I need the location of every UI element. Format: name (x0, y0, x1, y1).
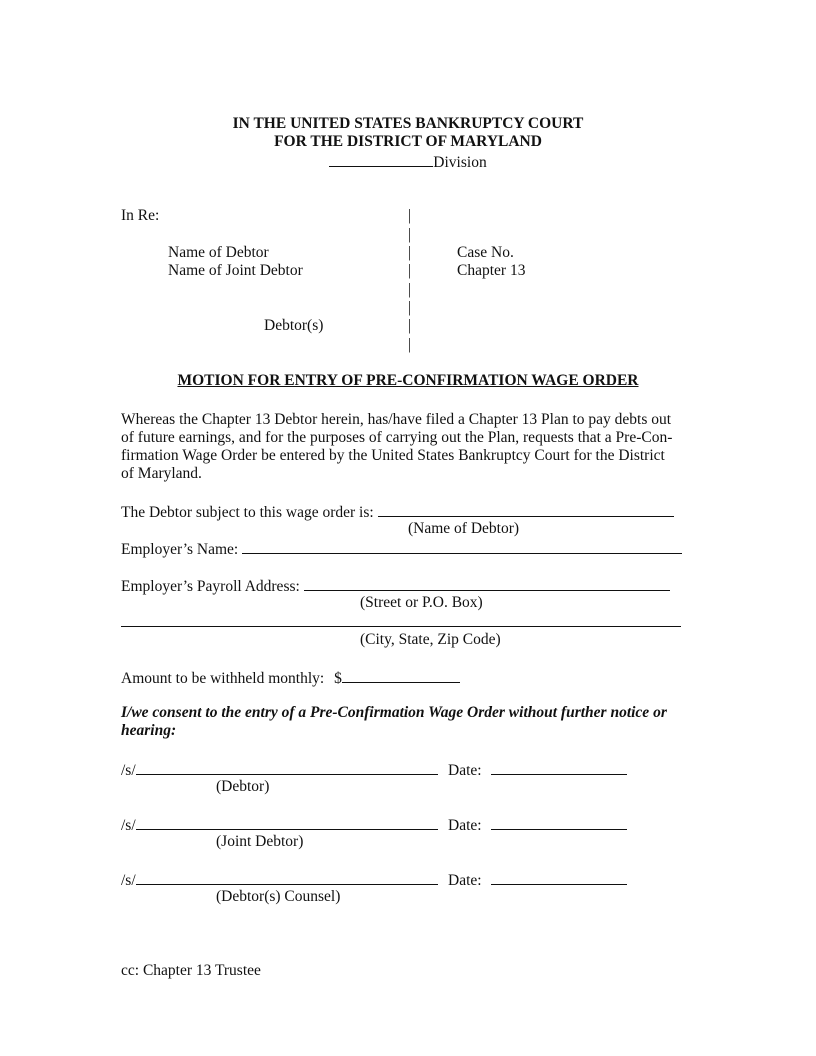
paragraph-line: of Maryland. (121, 465, 202, 482)
date-label: Date: (448, 762, 482, 779)
city-caption: (City, State, Zip Code) (360, 631, 501, 648)
caption-separator: | (408, 299, 412, 316)
debtor-date-row (448, 760, 627, 780)
caption-separator: | (408, 336, 412, 353)
debtor-name: Name of Debtor (168, 244, 269, 261)
caption-separator: | (408, 226, 412, 243)
amount-field[interactable] (342, 668, 460, 683)
division-label: Division (433, 154, 487, 171)
joint-debtor-caption: (Joint Debtor) (216, 833, 304, 850)
court-name-line2: FOR THE DISTRICT OF MARYLAND (274, 133, 542, 150)
debtor-caption: (Debtor) (216, 778, 270, 795)
sig-prefix: /s/ (121, 762, 136, 779)
street-caption: (Street or P.O. Box) (360, 594, 483, 611)
sig-prefix: /s/ (121, 872, 136, 889)
in-re-label: In Re: (121, 207, 160, 224)
date-label: Date: (448, 872, 482, 889)
paragraph-line: of future earnings, and for the purposes of carrying out the Plan, requests that a Pre-Con- (121, 429, 673, 446)
caption-separator: | (408, 281, 412, 298)
debtor-subject-label: The Debtor subject to this wage order is: (121, 504, 374, 521)
cc-line: cc: Chapter 13 Trustee (121, 962, 261, 979)
caption-separator: | (408, 262, 412, 279)
counsel-signature-row (121, 870, 438, 890)
amount-label: Amount to be withheld monthly: (121, 670, 325, 687)
joint-debtor-signature-row (121, 815, 438, 835)
payroll-city-field[interactable] (121, 612, 681, 627)
caption-separator: | (408, 207, 412, 224)
paragraph-line: Whereas the Chapter 13 Debtor herein, has/have filed a Chapter 13 Plan to pay debts out (121, 411, 672, 428)
counsel-signature-field[interactable] (136, 870, 438, 885)
sig-prefix: /s/ (121, 817, 136, 834)
caption-separator: | (408, 317, 412, 334)
payroll-city-row (121, 612, 681, 632)
debtor-date-field[interactable] (491, 760, 627, 775)
court-name-line1: IN THE UNITED STATES BANKRUPTCY COURT (232, 115, 584, 132)
joint-debtor-signature-field[interactable] (136, 815, 438, 830)
motion-title: MOTION FOR ENTRY OF PRE-CONFIRMATION WAGE ORDER (177, 372, 639, 389)
debtor-signature-field[interactable] (136, 760, 438, 775)
currency-symbol: $ (334, 670, 342, 687)
name-of-debtor-caption: (Name of Debtor) (408, 520, 520, 537)
counsel-date-field[interactable] (491, 870, 627, 885)
payroll-street-field[interactable] (304, 576, 670, 591)
employer-name-label: Employer’s Name: (121, 541, 239, 558)
joint-debtor-date-row (448, 815, 627, 835)
debtors-label: Debtor(s) (264, 317, 324, 334)
joint-debtor-date-field[interactable] (491, 815, 627, 830)
payroll-address-label: Employer’s Payroll Address: (121, 578, 300, 595)
debtor-signature-row (121, 760, 438, 780)
consent-line: hearing: (121, 722, 177, 739)
division-blank[interactable] (329, 152, 433, 167)
paragraph-line: firmation Wage Order be entered by the United States Bankruptcy Court for the District (121, 447, 665, 464)
debtor-subject-row (121, 502, 674, 522)
case-no-label: Case No. (457, 244, 514, 261)
debtor-subject-field[interactable] (378, 502, 674, 517)
consent-line: I/we consent to the entry of a Pre-Confirmation Wage Order without further notice or (121, 704, 667, 721)
employer-name-row (121, 539, 682, 559)
chapter-label: Chapter 13 (457, 262, 526, 279)
amount-row (121, 668, 460, 688)
employer-name-field[interactable] (242, 539, 682, 554)
counsel-date-row (448, 870, 627, 890)
counsel-caption: (Debtor(s) Counsel) (216, 888, 341, 905)
caption-separator: | (408, 244, 412, 261)
date-label: Date: (448, 817, 482, 834)
payroll-address-row (121, 576, 670, 596)
joint-debtor-name: Name of Joint Debtor (168, 262, 303, 279)
division-line (0, 152, 816, 172)
